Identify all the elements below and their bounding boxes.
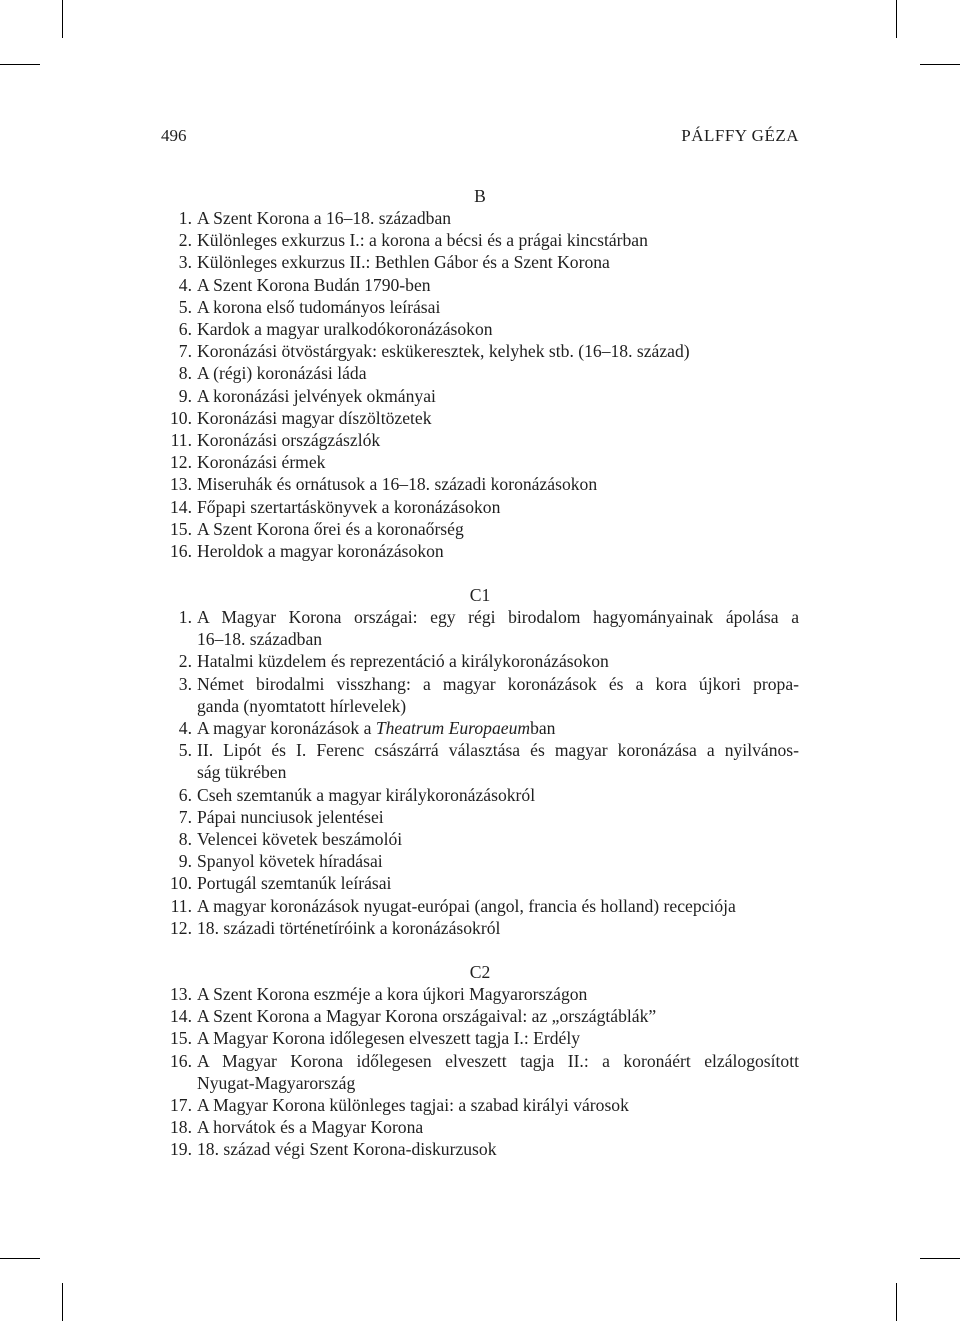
item-text-line: Nyugat-Magyarország — [197, 1072, 356, 1093]
list-item — [161, 473, 799, 495]
list-item — [161, 318, 799, 340]
crop-mark — [0, 64, 40, 65]
crop-mark — [62, 1283, 63, 1321]
item-number: 16. — [170, 541, 192, 562]
list-item — [161, 872, 799, 894]
item-text-part: A magyar koronázások a — [197, 718, 376, 739]
item-number: 3. — [178, 252, 192, 273]
item-text: A Szent Korona Budán 1790-ben — [197, 274, 431, 295]
item-text: A koronázási jelvények okmányai — [197, 385, 436, 406]
item-number: 17. — [170, 1095, 192, 1116]
list-item — [161, 828, 799, 850]
list-item — [161, 1027, 799, 1049]
item-number: 11. — [170, 895, 192, 916]
item-text: A Szent Korona a Magyar Korona országaival: az „országtáblák” — [197, 1006, 657, 1027]
item-text: A Magyar Korona időlegesen elveszett tagja I.: Erdély — [197, 1028, 581, 1049]
list-item — [161, 207, 799, 229]
item-number: 13. — [170, 984, 192, 1004]
item-number: 8. — [178, 829, 192, 850]
item-number: 14. — [170, 496, 192, 517]
item-number: 19. — [170, 1139, 192, 1160]
item-number: 1. — [178, 208, 192, 228]
item-number: 15. — [170, 1028, 192, 1049]
item-text — [192, 739, 799, 783]
item-text: Koronázási országzászlók — [197, 430, 381, 451]
item-number: 5. — [178, 740, 192, 761]
item-text-line: II. Lipót és I. Ferenc császárrá választása és magyar koronázása a nyilvános- — [197, 740, 799, 761]
item-text-line: 16–18. században — [197, 629, 323, 650]
list-item — [161, 385, 799, 407]
running-head-author: PÁLFFY GÉZA — [681, 126, 799, 145]
list-item — [161, 540, 799, 562]
list-item — [161, 251, 799, 273]
list-item — [161, 274, 799, 296]
list-item — [161, 518, 799, 540]
item-text — [192, 606, 799, 650]
item-text: Koronázási érmek — [197, 452, 326, 473]
item-text — [192, 717, 799, 739]
italic-title: Theatrum Europaeum — [375, 718, 531, 739]
item-text: Portugál szemtanúk leírásai — [197, 873, 392, 894]
item-number: 9. — [178, 851, 192, 872]
item-text — [192, 673, 799, 717]
item-number: 9. — [178, 385, 192, 406]
list-item — [161, 606, 799, 650]
item-text-line: Német birodalmi visszhang: a magyar koronázások és a kora újkori propa- — [197, 673, 799, 694]
item-text: Heroldok a magyar koronázásokon — [197, 541, 444, 562]
running-header — [161, 126, 799, 152]
item-text: Koronázási ötvöstárgyak: eskükeresztek, kelyhek stb. (16–18. század) — [197, 341, 690, 362]
item-text: Koronázási magyar díszöltözetek — [197, 407, 432, 428]
item-number: 13. — [170, 474, 192, 495]
item-number: 6. — [178, 319, 192, 340]
section-b — [161, 185, 799, 562]
item-text: A Szent Korona eszméje a kora újkori Magyarországon — [197, 984, 588, 1004]
crop-mark — [62, 0, 63, 38]
list-item — [161, 1094, 799, 1116]
list-item — [161, 296, 799, 318]
item-number: 16. — [170, 1050, 192, 1071]
list-item — [161, 407, 799, 429]
item-text: Pápai nunciusok jelentései — [197, 806, 384, 827]
list-item — [161, 895, 799, 917]
list-item — [161, 429, 799, 451]
list-item — [161, 850, 799, 872]
item-text: Spanyol követek híradásai — [197, 851, 383, 872]
item-number: 18. — [170, 1117, 192, 1138]
item-text: A horvátok és a Magyar Korona — [197, 1117, 424, 1138]
item-number: 4. — [178, 718, 192, 739]
list-item — [161, 340, 799, 362]
list-item — [161, 1116, 799, 1138]
list-item — [161, 983, 799, 1005]
item-text-line: A Magyar Korona országai: egy régi birodalom hagyományainak ápolása a — [197, 607, 799, 627]
item-number: 12. — [170, 452, 192, 473]
item-text: A (régi) koronázási láda — [197, 363, 367, 384]
item-number: 12. — [170, 917, 192, 938]
item-text: Cseh szemtanúk a magyar királykoronázásokról — [197, 784, 536, 805]
item-text: A korona első tudományos leírásai — [197, 296, 441, 317]
section-title: C2 — [469, 962, 491, 982]
item-text: Velencei követek beszámolói — [197, 829, 403, 850]
list-item — [161, 451, 799, 473]
list-item — [161, 784, 799, 806]
section-c2 — [161, 961, 799, 1161]
item-number: 5. — [178, 296, 192, 317]
section-c1 — [161, 584, 799, 939]
item-text-line: A Magyar Korona időlegesen elveszett tagja II.: a koronáért elzálogosított — [197, 1050, 799, 1071]
item-text-line: ganda (nyomtatott hírlevelek) — [197, 695, 407, 716]
item-text-part: ban — [530, 718, 556, 739]
list-item — [161, 717, 799, 739]
item-number: 7. — [178, 806, 192, 827]
item-text: Különleges exkurzus II.: Bethlen Gábor és a Szent Korona — [197, 252, 610, 273]
item-text: A Magyar Korona különleges tagjai: a szabad királyi városok — [197, 1095, 629, 1116]
list-item — [161, 229, 799, 251]
list-item — [161, 917, 799, 939]
item-text: Hatalmi küzdelem és reprezentáció a királykoronázásokon — [197, 651, 609, 672]
item-text: Kardok a magyar uralkodókoronázásokon — [197, 319, 493, 340]
list-item — [161, 1050, 799, 1094]
page-number: 496 — [161, 126, 187, 145]
list-item — [161, 739, 799, 783]
item-number: 10. — [170, 873, 192, 894]
item-number: 10. — [170, 407, 192, 428]
item-number: 15. — [170, 518, 192, 539]
item-number: 7. — [178, 341, 192, 362]
item-number: 2. — [178, 230, 192, 251]
item-number: 3. — [178, 673, 192, 694]
list-item — [161, 806, 799, 828]
item-number: 6. — [178, 784, 192, 805]
item-text: Különleges exkurzus I.: a korona a bécsi és a prágai kincstárban — [197, 230, 648, 251]
item-number: 8. — [178, 363, 192, 384]
crop-mark — [920, 64, 960, 65]
crop-mark — [0, 1258, 40, 1259]
item-text: 18. század végi Szent Korona-diskurzusok — [197, 1139, 497, 1160]
crop-mark — [896, 1283, 897, 1321]
item-number: 2. — [178, 651, 192, 672]
item-text-line: ság tükrében — [197, 762, 287, 783]
item-text: 18. századi történetíróink a koronázásokról — [197, 917, 501, 938]
item-number: 14. — [170, 1006, 192, 1027]
list-item — [161, 673, 799, 717]
item-text: A magyar koronázások nyugat-európai (angol, francia és holland) recepciója — [197, 895, 736, 916]
list-item — [161, 362, 799, 384]
item-text: Miseruhák és ornátusok a 16–18. századi koronázásokon — [197, 474, 598, 495]
item-text: A Szent Korona őrei és a koronaőrség — [197, 518, 464, 539]
item-number: 11. — [170, 430, 192, 451]
section-title: B — [474, 186, 486, 206]
item-number: 1. — [178, 607, 192, 627]
item-text: Főpapi szertartáskönyvek a koronázásokon — [197, 496, 501, 517]
list-item — [161, 1138, 799, 1160]
crop-mark — [920, 1258, 960, 1259]
list-item — [161, 1005, 799, 1027]
item-text: A Szent Korona a 16–18. században — [197, 208, 452, 228]
section-title: C1 — [469, 585, 491, 605]
list-item — [161, 496, 799, 518]
crop-mark — [896, 0, 897, 38]
item-text — [192, 1050, 799, 1094]
item-number: 4. — [178, 274, 192, 295]
list-item — [161, 650, 799, 672]
